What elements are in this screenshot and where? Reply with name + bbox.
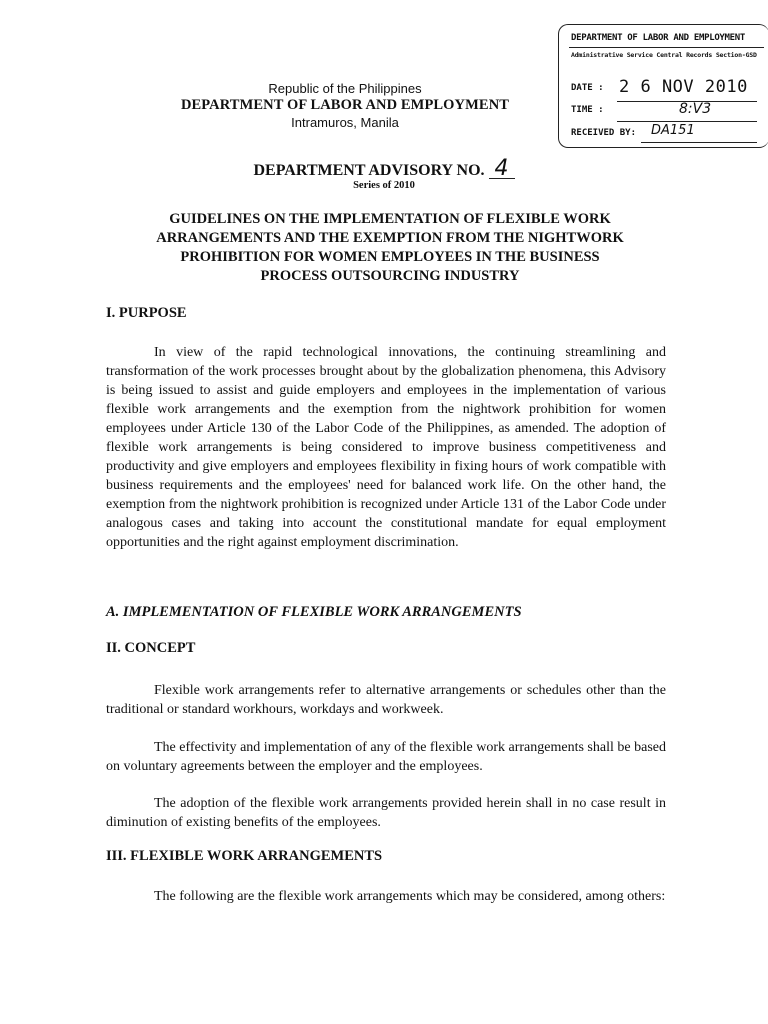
stamp-time-line — [617, 121, 757, 122]
stamp-received-label: RECEIVED BY: — [571, 128, 637, 138]
stamp-subtitle: Administrative Service Central Records Section-GSD — [571, 51, 757, 59]
stamp-date-value: 2 6 NOV 2010 — [619, 77, 748, 97]
document-title — [90, 210, 690, 286]
concept-paragraph-1 — [106, 681, 666, 719]
purpose-text: In view of the rapid technological innovations, the continuing streamlining and transformation of the work processes brought about by the globalization phenomena, this Advisory is being issued to assist and guide employers and employees in the implementation of various flexible work arrangements and the exemption from the nightwork prohibition for women employees under Article 130 of the Labor Code of the Philippines, as amended. The adoption of flexible work arrangements is being considered to improve business competitiveness and productivity and give employers and employees flexibility in fixing hours of work compatible with business requirements and the employees' need for balanced work life. On the other hand, the exemption from the nightwork prohibition is recognized under Article 131 of the Labor Code under analogous cases and taking into account the constitutional mandate for equal employment opportunities and the right against employment discrimination. — [106, 345, 666, 550]
title-line: ARRANGEMENTS AND THE EXEMPTION FROM THE NIGHTWORK — [156, 230, 624, 246]
concept-text-2: The effectivity and implementation of any of the flexible work arrangements shall be based on voluntary agreements between the employer and the employees. — [106, 740, 666, 774]
advisory-label: DEPARTMENT ADVISORY NO. — [253, 162, 485, 179]
location-line: Intramuros, Manila — [291, 115, 399, 130]
stamp-divider — [569, 47, 764, 48]
concept-text-1: Flexible work arrangements refer to alternative arrangements or schedules other than the traditional or standard workhours, workdays and workweek. — [106, 683, 666, 717]
republic-line: Republic of the Philippines — [268, 81, 422, 96]
stamp-date-label: DATE : — [571, 83, 604, 93]
advisory-series: Series of 2010 — [353, 180, 415, 191]
title-line: PROHIBITION FOR WOMEN EMPLOYEES IN THE BUSINESS — [180, 249, 600, 265]
fwa-paragraph-1 — [106, 887, 666, 906]
stamp-time-value: 8:V3 — [679, 101, 712, 117]
title-line: GUIDELINES ON THE IMPLEMENTATION OF FLEXIBLE WORK — [169, 211, 611, 227]
purpose-heading: I. PURPOSE — [106, 305, 187, 321]
title-line: PROCESS OUTSOURCING INDUSTRY — [260, 268, 520, 284]
stamp-title: DEPARTMENT OF LABOR AND EMPLOYMENT — [571, 33, 746, 43]
stamp-received-value: DA151 — [651, 123, 695, 138]
fwa-heading: III. FLEXIBLE WORK ARRANGEMENTS — [106, 848, 383, 864]
advisory-number: 4 — [489, 160, 515, 179]
concept-paragraph-2 — [106, 738, 666, 776]
stamp-time-label: TIME : — [571, 105, 604, 115]
concept-paragraph-3 — [106, 794, 666, 832]
department-name: DEPARTMENT OF LABOR AND EMPLOYMENT — [180, 97, 510, 113]
fwa-text-1: The following are the flexible work arrangements which may be considered, among others: — [154, 889, 666, 904]
received-stamp — [558, 24, 768, 148]
advisory-title — [0, 156, 768, 181]
part-a-heading: A. IMPLEMENTATION OF FLEXIBLE WORK ARRANGEMENTS — [106, 604, 522, 620]
purpose-paragraph — [106, 343, 666, 552]
stamp-received-line — [641, 142, 757, 143]
concept-text-3: The adoption of the flexible work arrangements provided herein shall in no case result in diminution of existing benefits of the employees. — [106, 796, 666, 830]
concept-heading: II. CONCEPT — [106, 640, 196, 656]
